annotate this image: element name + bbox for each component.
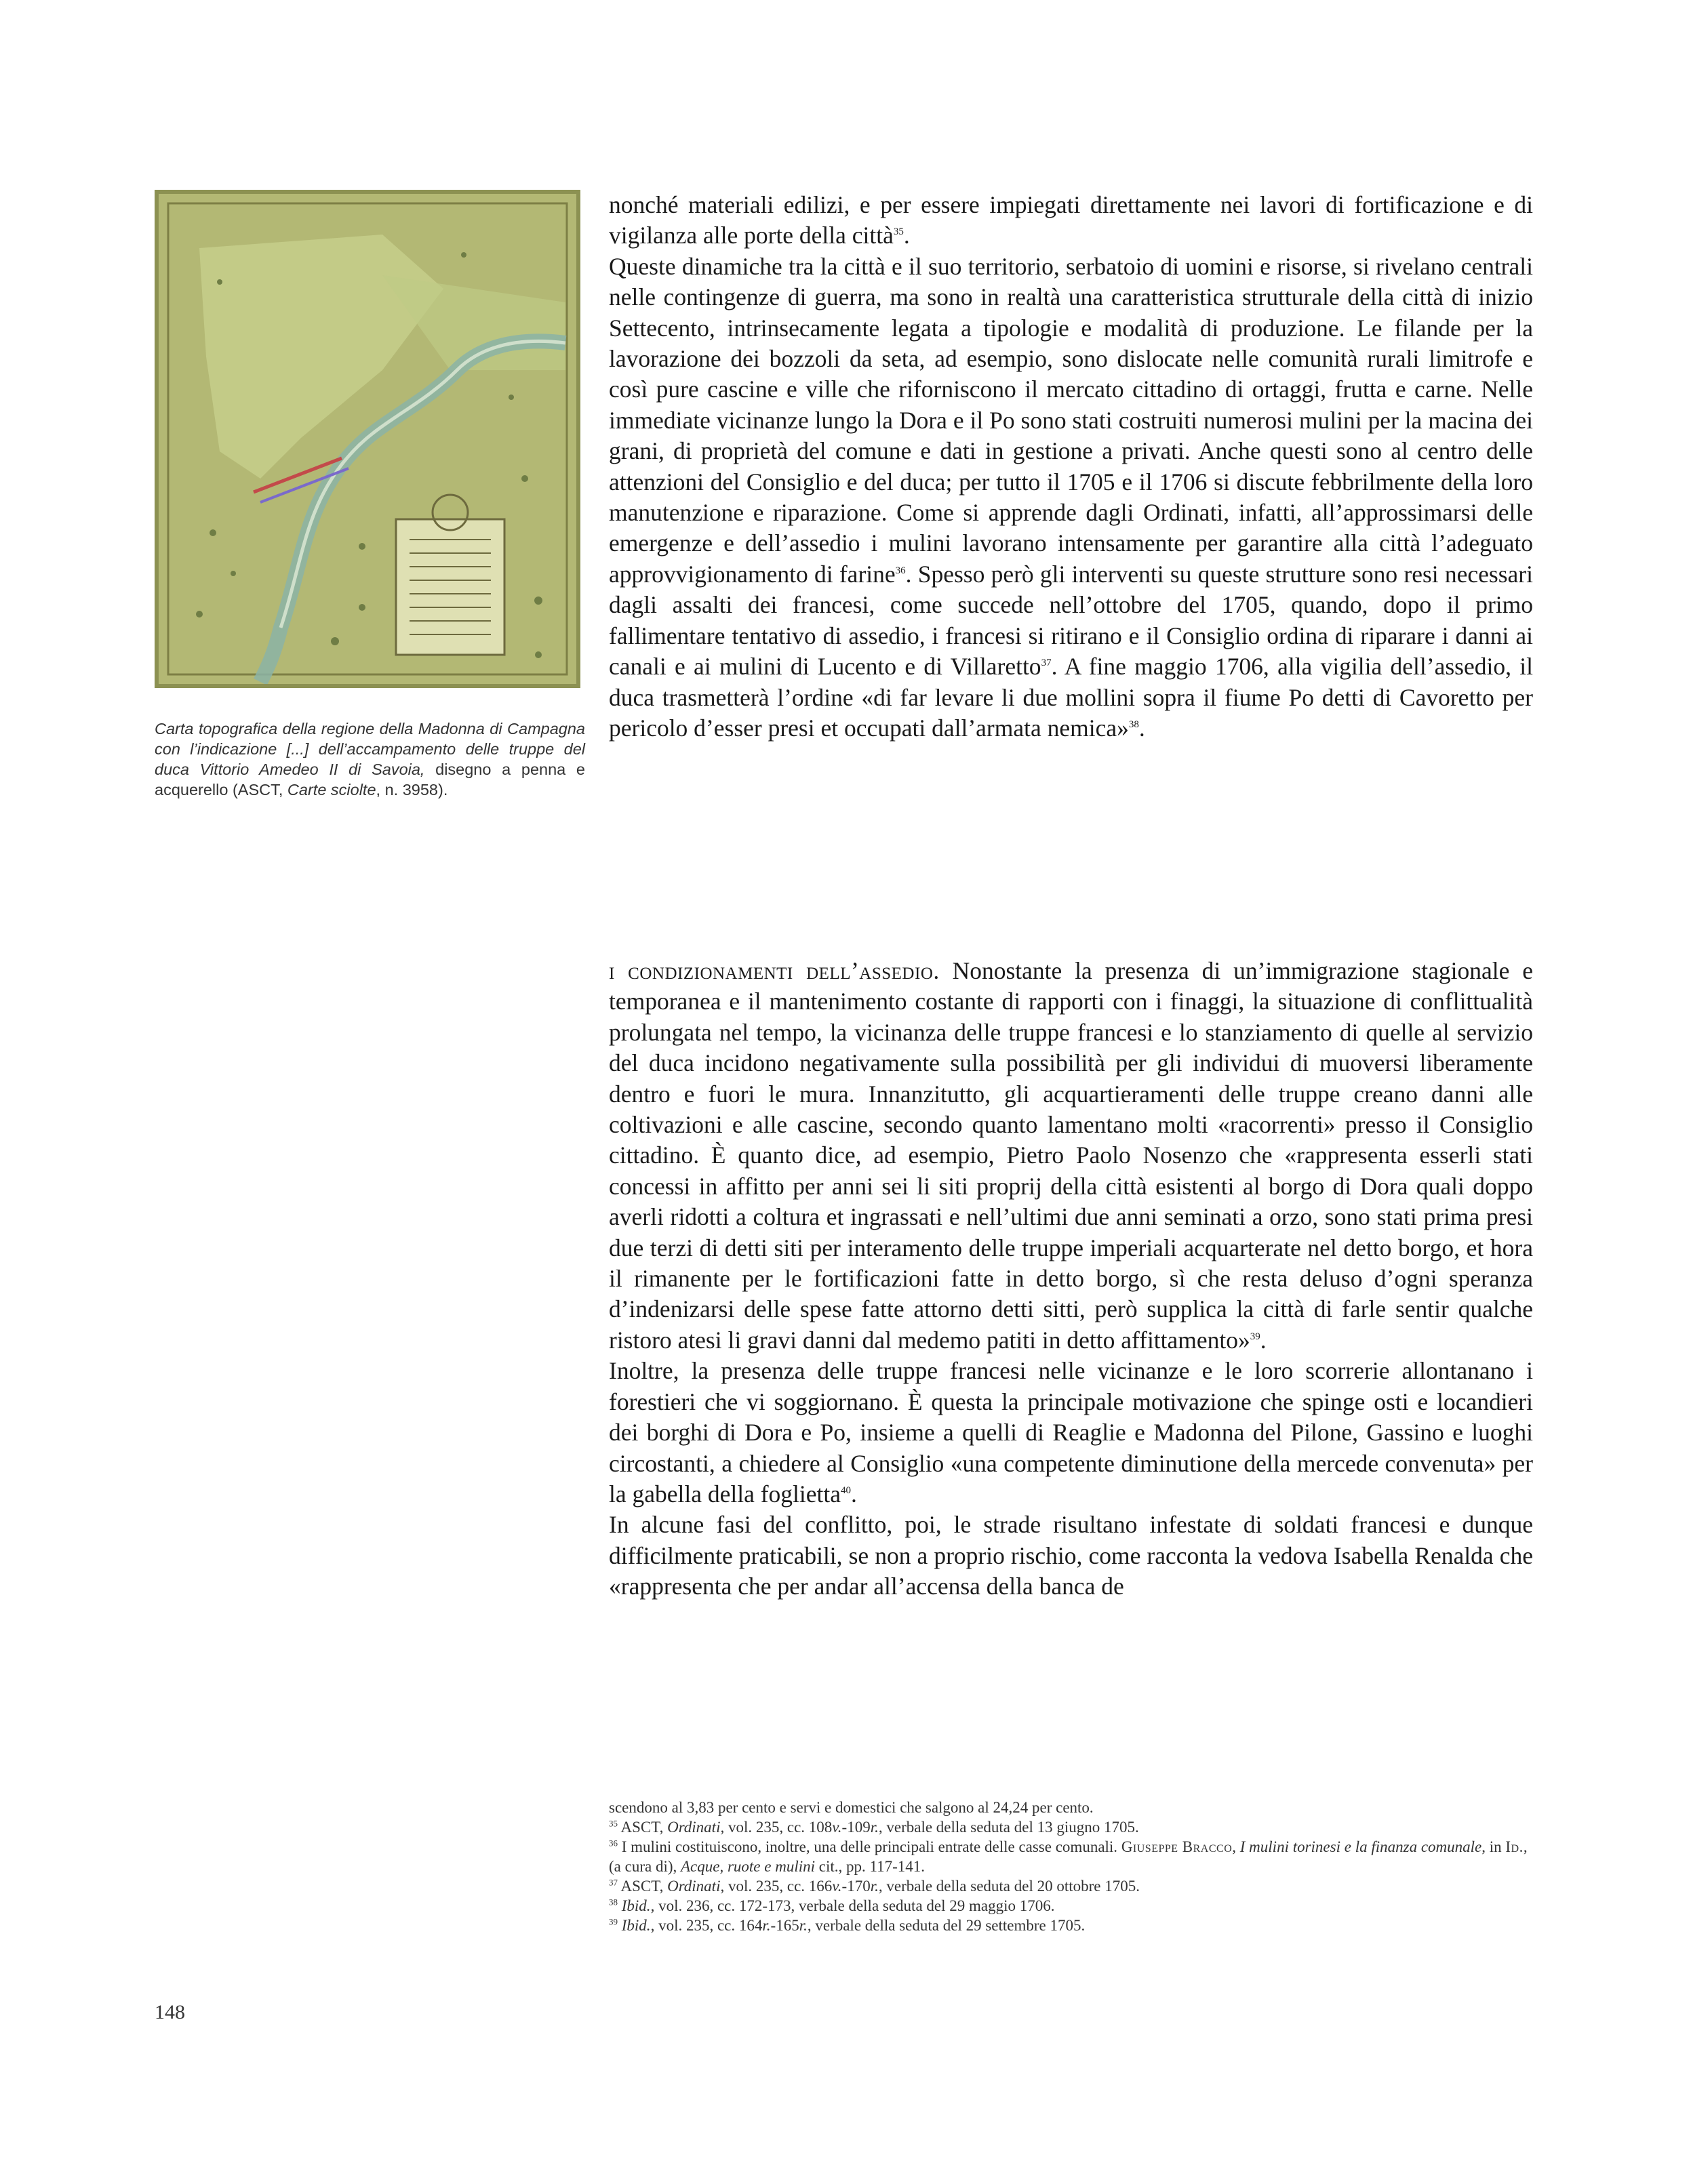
paragraph: In alcune fasi del conflitto, poi, le strade risultano infestate di soldati francesi e dunque difficilmente praticabili, se non a proprio rischio, come racconta la vedova Isabella Renalda che «rappresenta che per andar all’accensa della banca de bbox=[609, 1511, 1533, 1600]
footnote-continuation: scendono al 3,83 per cento e servi e domestici che salgono al 24,24 per cento. bbox=[609, 1799, 1094, 1816]
text-run: vol. 235, cc. 108 bbox=[724, 1819, 833, 1836]
footnote-35 bbox=[609, 1817, 1533, 1837]
text-run: r. bbox=[799, 1917, 808, 1934]
text-run: . Spesso però gli interventi su queste strutture sono resi necessari dagli assalti dei francesi, come succede nell’ottobre del 1705, quando, dopo il primo fallimentare tentativo di assedio, i francesi si ritirano e il Consiglio ordina di riparare i danni ai canali e ai mulini di Lucento e di Villaretto bbox=[609, 560, 1533, 681]
text-run: nonché materiali edilizi, e per essere impiegati direttamente nei lavori di fortificazione e di vigilanza alle porte della città bbox=[609, 191, 1533, 249]
text-run: v. bbox=[832, 1878, 842, 1895]
caption-title: Carta topografica della regione della Madonna di Campagna con l’indicazione [...] dell’accampamento delle truppe del duca Vittorio Amedeo II di Savoia, bbox=[155, 720, 585, 778]
footnote-number: 37 bbox=[609, 1877, 618, 1888]
text-run: v. bbox=[832, 1819, 842, 1836]
text-run: Ordinati, bbox=[667, 1819, 725, 1836]
text-run: , (a cura di), bbox=[609, 1838, 1528, 1875]
author-name: Giuseppe Bracco bbox=[1121, 1838, 1233, 1855]
text-run: , verbale della seduta del 29 settembre 1705. bbox=[807, 1917, 1086, 1934]
footnote-ref: 39 bbox=[1250, 1331, 1260, 1343]
section-heading: i condizionamenti dell’assedio. bbox=[609, 957, 940, 984]
caption-text-end: , n. 3958). bbox=[376, 781, 448, 798]
paragraph bbox=[609, 1356, 1533, 1510]
map-illustration bbox=[155, 190, 580, 688]
text-run: , verbale della seduta del 20 ottobre 1705. bbox=[878, 1878, 1140, 1895]
paragraph bbox=[609, 251, 1533, 744]
page-number: 148 bbox=[155, 2001, 185, 2023]
figure-caption bbox=[155, 719, 585, 800]
text-run: , bbox=[1232, 1838, 1240, 1855]
text-run: cit., pp. 117-141. bbox=[815, 1858, 926, 1875]
footnote-number: 38 bbox=[609, 1897, 618, 1907]
footnote-ref: 38 bbox=[1128, 719, 1139, 731]
footnote-ref: 35 bbox=[893, 226, 904, 238]
caption-text: disegno a penna e acquerello (ASCT, bbox=[155, 761, 585, 798]
paragraph bbox=[609, 190, 1533, 251]
text-run: . bbox=[851, 1480, 857, 1508]
footnote-37 bbox=[609, 1876, 1533, 1896]
caption-source: Carte sciolte bbox=[287, 781, 376, 798]
text-run: Ibid. bbox=[621, 1917, 651, 1934]
footnote-39 bbox=[609, 1916, 1533, 1935]
text-run: ASCT, bbox=[618, 1819, 668, 1836]
text-run: -109 bbox=[841, 1819, 871, 1836]
text-run: I mulini torinesi e la finanza comunale bbox=[1239, 1838, 1482, 1855]
body-text-lower bbox=[609, 956, 1533, 1602]
text-run: Nonostante la presenza di un’immigrazione stagionale e temporanea e il mantenimento costante di rapporti con i finaggi, la situazione di conflittualità prolungata nel tempo, la vicinanza delle truppe francesi e lo stanziamento di quelle al servizio del duca incidono negativamente sulla possibilità per gli individui di muoversi liberamente dentro e fuori le mura. Innanzitutto, gli acquartieramenti delle truppe creano danni alle coltivazioni e alle cascine, secondo quanto lamentano molti «racorrenti» presso il Consiglio cittadino. È quanto dice, ad esempio, Pietro Paolo Nosenzo che «rappresenta esserli stati concessi in affitto per anni sei li siti proprij della città esistenti al borgo di Dora quali doppo averli ridotti a coltura et ingrassati e nell’ultimi due anni seminati a orzo, sono stati prima presi due terzi di detti siti per interamento delle truppe imperiali acquarterate nel detto borgo, et hora il rimanente per le fortificazioni fatte in detto borgo, sì che resta deluso d’ogni speranza d’indenizarsi delle spese fatte attorno detti sitti, però supplica la città di farle sentir qualche ristoro atesi li gravi danni dal medemo patiti in detto affittamento» bbox=[609, 957, 1534, 1354]
footnote-ref: 40 bbox=[841, 1485, 852, 1497]
text-run: Acque, ruote e mulini bbox=[681, 1858, 816, 1875]
footnote-number: 39 bbox=[609, 1916, 618, 1927]
text-run: Id. bbox=[1505, 1838, 1524, 1855]
text-run: ASCT, bbox=[618, 1878, 668, 1895]
footnote-36 bbox=[609, 1837, 1533, 1876]
map-drawing bbox=[159, 194, 576, 684]
text-run: Ordinati bbox=[667, 1878, 721, 1895]
text-run: . bbox=[903, 222, 910, 249]
text-run: , vol. 235, cc. 166 bbox=[720, 1878, 833, 1895]
text-run: , in bbox=[1481, 1838, 1506, 1855]
text-run: Ibid. bbox=[621, 1897, 651, 1914]
text-run: Inoltre, la presenza delle truppe francesi nelle vicinanze e le loro scorrerie allontanano i forestieri che vi soggiornano. È questa la principale motivazione che spinge osti e locandieri dei borghi di Dora e Po, insieme a quelli di Reaglie e Madonna del Pilone, Gassino e luoghi circostanti, a chiedere al Consiglio «una competente diminutione della mercede convenuta» per la gabella della foglietta bbox=[609, 1357, 1533, 1508]
text-run: . bbox=[1260, 1326, 1267, 1354]
text-run: -165 bbox=[770, 1917, 799, 1934]
text-run: . bbox=[1138, 714, 1145, 742]
text-run: . A fine maggio 1706, alla vigilia dell’assedio, il duca trasmetterà l’ordine «di far levare li due mollini sopra il fiume Po detti di Cavoretto per pericolo d’esser presi et occupati dall’armata nemica» bbox=[609, 653, 1533, 742]
text-run: r. bbox=[762, 1917, 771, 1934]
text-run: , verbale della seduta del 13 giugno 1705. bbox=[878, 1819, 1139, 1836]
text-run: , vol. 236, cc. 172-173, verbale della seduta del 29 maggio 1706. bbox=[650, 1897, 1055, 1914]
footnote-ref: 36 bbox=[895, 565, 906, 577]
text-run: r. bbox=[870, 1878, 879, 1895]
text-run: -170 bbox=[841, 1878, 871, 1895]
paragraph bbox=[609, 956, 1533, 1356]
text-run: r. bbox=[870, 1819, 879, 1836]
footnote-38 bbox=[609, 1896, 1533, 1916]
footnote-number: 35 bbox=[609, 1818, 618, 1829]
footnote-ref: 37 bbox=[1041, 658, 1052, 669]
footnotes bbox=[609, 1798, 1533, 1935]
text-run: , vol. 235, cc. 164 bbox=[650, 1917, 763, 1934]
text-run: I mulini costituiscono, inoltre, una delle principali entrate delle casse comunali. bbox=[618, 1838, 1121, 1855]
footnote-number: 36 bbox=[609, 1838, 618, 1848]
text-run: Queste dinamiche tra la città e il suo territorio, serbatoio di uomini e risorse, si rivelano centrali nelle contingenze di guerra, ma sono in realtà una caratteristica strutturale della città di inizio Settecento, intrinsecamente legata a tipologie e modalità di produzione. Le filande per la lavorazione dei bozzoli da seta, ad esempio, sono dislocate nelle comunità rurali limitrofe e così pure cascine e ville che riforniscono il mercato cittadino di ortaggi, frutta e carne. Nelle immediate vicinanze lungo la Dora e il Po sono stati costruiti numerosi mulini per la macina dei grani, di proprietà del comune e dati in gestione a privati. Anche questi sono al centro delle attenzioni del Consiglio e del duca; per tutto il 1705 e il 1706 si discute febbrilmente della loro manutenzione e riparazione. Come si apprende dagli Ordinati, infatti, all’approssimarsi delle emergenze e dell’assedio i mulini lavorano intensamente per garantire alla città l’adeguato approvvigionamento di farine bbox=[609, 252, 1533, 588]
body-text-upper bbox=[609, 190, 1533, 744]
